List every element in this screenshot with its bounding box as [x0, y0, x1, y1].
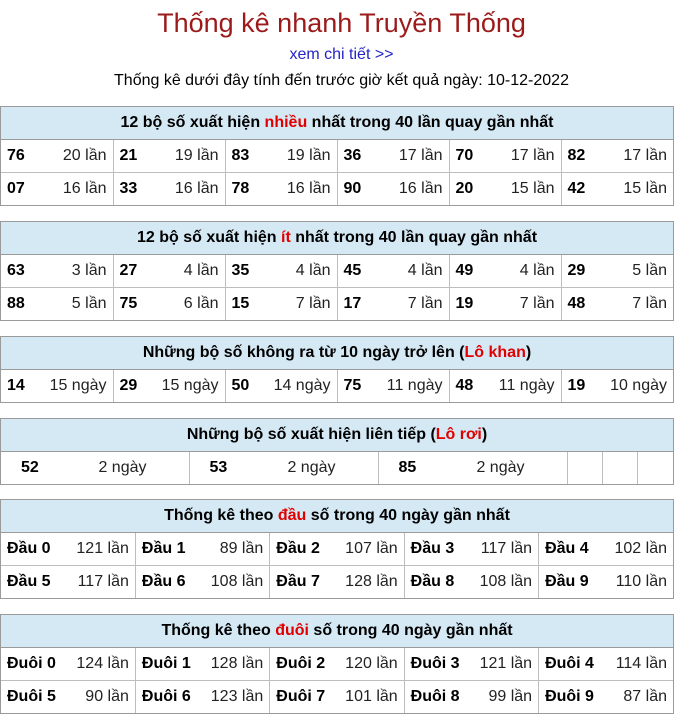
stat-count: 108 lần: [479, 573, 533, 590]
stat-key: 75: [343, 377, 362, 394]
stat-count: 16 lần: [286, 180, 331, 197]
stat-count: 4 lần: [295, 262, 331, 279]
least-frequent-header: 12 bộ số xuất hiện ít nhất trong 40 lần quay gần nhất: [1, 222, 673, 255]
lo-roi-number: 85: [398, 459, 417, 476]
stat-cell: [561, 255, 673, 288]
stat-count: 121 lần: [479, 655, 533, 672]
stat-cell: [225, 288, 337, 321]
stat-cell: [1, 370, 113, 402]
stat-cell: [225, 255, 337, 288]
stat-cell: [539, 533, 673, 566]
stat-key: 88: [7, 295, 25, 312]
stat-key: Đuôi 4: [545, 655, 594, 672]
stat-count: 5 lần: [71, 295, 107, 312]
stat-cell: [113, 255, 225, 288]
stat-count: 4 lần: [519, 262, 555, 279]
lo-roi-cell: [378, 452, 567, 484]
stat-count: 120 lần: [345, 655, 398, 672]
stat-key: Đầu 9: [545, 573, 589, 590]
stat-count: 114 lần: [615, 655, 667, 672]
lo-khan-table: [1, 370, 673, 402]
stat-key: 70: [455, 147, 474, 164]
stat-cell: [1, 681, 135, 714]
stat-key: Đuôi 5: [7, 688, 56, 705]
stat-count: 107 lần: [345, 540, 398, 557]
stat-cell: [449, 370, 561, 402]
stat-cell: [337, 255, 449, 288]
stat-key: 15: [231, 295, 250, 312]
stat-count: 3 lần: [71, 262, 107, 279]
stat-cell: [225, 370, 337, 402]
stat-count: 99 lần: [488, 688, 533, 705]
stat-key: 76: [7, 147, 25, 164]
most-frequent-table: [1, 140, 673, 205]
stat-count: 7 lần: [407, 295, 443, 312]
table-row: [1, 452, 673, 484]
dau-header: Thống kê theo đầu số trong 40 ngày gần nhất: [1, 500, 673, 533]
stat-key: 19: [567, 377, 586, 394]
stat-key: Đuôi 0: [7, 655, 56, 672]
table-row: [1, 173, 673, 206]
stat-key: Đầu 0: [7, 540, 51, 557]
stat-count: 7 lần: [295, 295, 331, 312]
stat-key: Đuôi 3: [410, 655, 460, 672]
stat-count: 20 lần: [62, 147, 107, 164]
stat-count: 17 lần: [398, 147, 443, 164]
stat-cell: [1, 566, 135, 599]
stat-key: 48: [567, 295, 586, 312]
empty-cell: [637, 452, 673, 484]
stat-cell: [270, 566, 404, 599]
stat-cell: [113, 370, 225, 402]
stat-count: 15 lần: [510, 180, 555, 197]
lo-roi-header: Những bộ số xuất hiện liên tiếp (Lô rơi): [1, 419, 673, 452]
stat-count: 117 lần: [77, 573, 129, 590]
duoi-table: [1, 648, 673, 713]
empty-cell: [567, 452, 602, 484]
stat-key: 75: [119, 295, 138, 312]
stat-key: 63: [7, 262, 25, 279]
table-row: [1, 370, 673, 402]
stat-cell: [337, 140, 449, 173]
stat-count: 10 ngày: [610, 377, 667, 394]
stat-key: Đuôi 7: [276, 688, 326, 705]
empty-cell: [602, 452, 637, 484]
stat-key: 83: [231, 147, 250, 164]
stat-count: 17 lần: [510, 147, 555, 164]
duoi-header: Thống kê theo đuôi số trong 40 ngày gần nhất: [1, 615, 673, 648]
stat-key: 36: [343, 147, 362, 164]
lo-roi-days: 2 ngày: [476, 459, 525, 476]
stat-cell: [270, 681, 404, 714]
stat-cell: [561, 173, 673, 206]
stat-count: 108 lần: [210, 573, 264, 590]
stat-cell: [449, 288, 561, 321]
stat-key: 78: [231, 180, 250, 197]
stat-cell: [113, 288, 225, 321]
stat-count: 90 lần: [85, 688, 129, 705]
stat-key: 90: [343, 180, 362, 197]
lo-roi-days: 2 ngày: [287, 459, 336, 476]
stat-key: 33: [119, 180, 138, 197]
stat-cell: [135, 533, 269, 566]
stat-count: 128 lần: [345, 573, 398, 590]
stat-cell: [561, 140, 673, 173]
table-row: [1, 255, 673, 288]
stat-cell: [113, 140, 225, 173]
stat-cell: [404, 566, 538, 599]
stat-cell: [225, 140, 337, 173]
stat-cell: [539, 566, 673, 599]
stat-cell: [539, 681, 673, 714]
stat-key: 20: [455, 180, 474, 197]
stat-count: 15 lần: [623, 180, 667, 197]
detail-link[interactable]: xem chi tiết >>: [289, 46, 394, 63]
lo-roi-table: [1, 452, 673, 484]
stat-cell: [404, 533, 538, 566]
lo-roi-cell: [189, 452, 378, 484]
stat-count: 7 lần: [632, 295, 667, 312]
stat-cell: [561, 288, 673, 321]
stat-key: 29: [567, 262, 586, 279]
stat-cell: [1, 288, 113, 321]
stat-cell: [225, 173, 337, 206]
stat-count: 11 ngày: [498, 377, 555, 394]
stat-count: 128 lần: [210, 655, 264, 672]
stat-key: 42: [567, 180, 586, 197]
stat-key: Đuôi 1: [141, 655, 191, 672]
table-row: [1, 533, 673, 566]
stat-count: 117 lần: [480, 540, 533, 557]
stat-cell: [539, 648, 673, 681]
most-frequent-section: [0, 106, 674, 206]
stat-cell: [404, 681, 538, 714]
stat-count: 101 lần: [345, 688, 398, 705]
stat-cell: [270, 533, 404, 566]
stat-key: 14: [7, 377, 25, 394]
stat-count: 14 ngày: [273, 377, 331, 394]
stat-cell: [1, 173, 113, 206]
duoi-section: [0, 614, 674, 714]
stat-key: Đầu 1: [141, 540, 186, 557]
stat-key: 35: [231, 262, 250, 279]
lo-roi-cell: [1, 452, 189, 484]
stat-cell: [1, 255, 113, 288]
stat-key: 82: [567, 147, 586, 164]
stat-key: 17: [343, 295, 362, 312]
stat-count: 4 lần: [407, 262, 443, 279]
table-row: [1, 681, 673, 714]
stat-cell: [337, 173, 449, 206]
stat-count: 15 ngày: [161, 377, 219, 394]
stat-key: Đầu 6: [141, 573, 186, 590]
stat-key: Đuôi 9: [545, 688, 594, 705]
stat-cell: [337, 288, 449, 321]
stat-key: 29: [119, 377, 138, 394]
stat-cell: [449, 140, 561, 173]
stat-key: Đuôi 8: [410, 688, 460, 705]
stat-cell: [1, 533, 135, 566]
table-row: [1, 566, 673, 599]
page-title: Thống kê nhanh Truyền Thống: [157, 8, 526, 38]
stat-key: 48: [455, 377, 474, 394]
stat-count: 19 lần: [174, 147, 219, 164]
stat-key: 19: [455, 295, 474, 312]
stat-count: 124 lần: [76, 655, 129, 672]
lo-roi-days: 2 ngày: [98, 459, 147, 476]
stat-key: Đuôi 6: [141, 688, 191, 705]
stat-count: 19 lần: [286, 147, 331, 164]
dau-table: [1, 533, 673, 598]
lo-roi-section: [0, 418, 674, 485]
stat-key: Đầu 4: [545, 540, 589, 557]
stat-cell: [404, 648, 538, 681]
stat-count: 6 lần: [183, 295, 219, 312]
stat-key: 45: [343, 262, 362, 279]
stat-count: 7 lần: [519, 295, 555, 312]
stat-key: Đầu 2: [276, 540, 320, 557]
stat-count: 16 lần: [398, 180, 443, 197]
stat-key: 07: [7, 180, 25, 197]
stat-cell: [1, 648, 135, 681]
stat-key: 21: [119, 147, 138, 164]
stat-key: Đầu 8: [410, 573, 455, 590]
most-frequent-header: 12 bộ số xuất hiện nhiều nhất trong 40 lần quay gần nhất: [1, 107, 673, 140]
stat-cell: [113, 173, 225, 206]
dau-section: [0, 499, 674, 599]
stat-key: Đuôi 2: [276, 655, 326, 672]
stat-count: 89 lần: [219, 540, 264, 557]
lo-roi-number: 53: [209, 459, 228, 476]
stat-cell: [135, 648, 269, 681]
stat-key: Đầu 7: [276, 573, 320, 590]
stat-count: 102 lần: [614, 540, 667, 557]
stat-count: 5 lần: [632, 262, 667, 279]
stat-count: 4 lần: [183, 262, 219, 279]
stat-count: 87 lần: [623, 688, 667, 705]
lo-khan-header: Những bộ số không ra từ 10 ngày trở lên (Lô khan): [1, 337, 673, 370]
stat-key: Đầu 5: [7, 573, 51, 590]
stat-key: Đầu 3: [410, 540, 455, 557]
stat-count: 121 lần: [76, 540, 129, 557]
stat-key: 49: [455, 262, 474, 279]
stat-cell: [337, 370, 449, 402]
table-row: [1, 648, 673, 681]
stat-key: 27: [119, 262, 138, 279]
stat-key: 50: [231, 377, 250, 394]
least-frequent-section: [0, 221, 674, 321]
stat-count: 110 lần: [615, 573, 667, 590]
least-frequent-table: [1, 255, 673, 320]
stat-count: 16 lần: [62, 180, 107, 197]
stat-count: 17 lần: [623, 147, 667, 164]
table-row: [1, 288, 673, 321]
stat-cell: [270, 648, 404, 681]
table-row: [1, 140, 673, 173]
stat-count: 123 lần: [210, 688, 264, 705]
lo-khan-section: [0, 336, 674, 403]
stat-cell: [561, 370, 673, 402]
lo-roi-number: 52: [21, 459, 39, 476]
stat-count: 16 lần: [174, 180, 219, 197]
stat-cell: [135, 681, 269, 714]
stat-cell: [449, 173, 561, 206]
stat-count: 15 ngày: [49, 377, 107, 394]
stat-cell: [135, 566, 269, 599]
subtitle: Thống kê dưới đây tính đến trước giờ kết quả ngày: 10-12-2022: [114, 72, 569, 89]
stat-cell: [449, 255, 561, 288]
stat-cell: [1, 140, 113, 173]
stat-count: 11 ngày: [386, 377, 443, 394]
